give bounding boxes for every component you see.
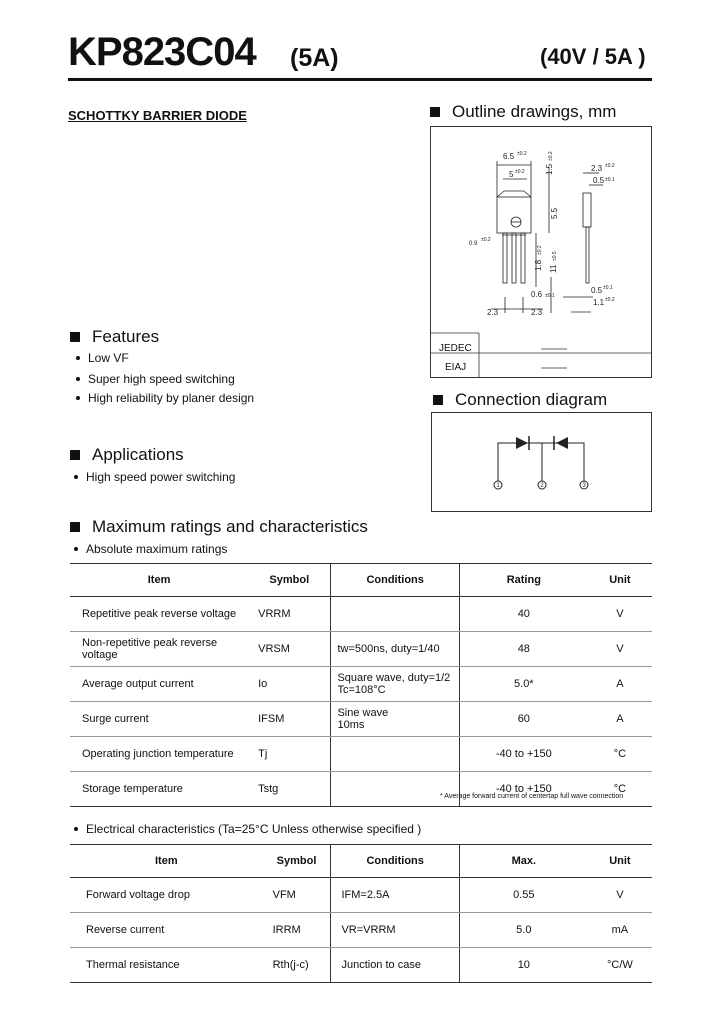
header-unit: Unit [588,564,652,597]
dim-label: 11 [549,264,558,273]
spec-summary: (40V / 5A ) [540,44,646,69]
electrical-subtitle: Electrical characteristics (Ta=25°C Unless otherwise specified ) [74,822,421,836]
ratings-footnote: * Average forward current of centertap full wave connection [440,793,624,800]
header-item: Item [70,564,248,597]
table-row: Reverse current IRRM VR=VRRM 5.0 mA [70,913,652,948]
connection-diagram [432,413,651,511]
ratings-heading [70,517,368,537]
header-unit: Unit [588,845,652,878]
dim-label: 6.5 [503,152,515,161]
square-bullet-icon [430,107,440,117]
bullet-dot-icon [76,377,80,381]
outline-title: Outline drawings, mm [452,102,617,121]
dim-tolerance: ±0.2 [515,169,525,175]
square-bullet-icon [433,395,443,405]
dim-tolerance: ±0.1 [605,177,615,183]
eiaj-label: EIAJ [445,362,467,373]
connection-heading [433,390,607,410]
header-conditions: Conditions [331,564,459,597]
title-rule [68,78,652,81]
part-number: KP823C04 [68,30,256,74]
applications-title: Applications [92,445,184,464]
dim-label: 2.3 [591,164,603,173]
dim-tolerance: ±0.5 [552,251,558,261]
side-view-tab [583,193,591,227]
dim-label: 1.5 [545,163,554,175]
dim-label: 0.6 [531,290,543,299]
header-symbol: Symbol [263,845,331,878]
dim-tolerance: ±0.2 [481,237,491,243]
table-row: Thermal resistance Rth(j-c) Junction to case 10 °C/W [70,948,652,983]
square-bullet-icon [70,450,80,460]
dim-tolerance: ±0.1 [545,293,555,299]
side-view-lead [586,227,589,283]
table-row: Non-repetitive peak reverse voltage VRSM tw=500ns, duty=1/40 48 V [70,632,652,667]
package-outline-drawing [431,127,651,377]
pin-label: 2 [540,483,544,489]
features-title: Features [92,327,160,346]
header-conditions: Conditions [331,845,459,878]
dim-tolerance: ±0.2 [517,151,527,157]
table-row: Operating junction temperature Tj -40 to +150 °C [70,737,652,772]
dim-tolerance: ±0.2 [605,297,615,303]
application-item: High speed power switching [74,470,235,484]
feature-item: Low VF [76,351,129,365]
header-max: Max. [459,845,587,878]
square-bullet-icon [70,522,80,532]
lead-3 [521,233,525,283]
table-row: Surge current IFSM Sine wave 10ms 60 A [70,702,652,737]
jedec-label: JEDEC [439,343,472,354]
square-bullet-icon [70,332,80,342]
pin-label: 1 [496,483,500,489]
pin-label: 3 [582,483,586,489]
absolute-max-ratings-table [70,563,652,807]
lead-1 [503,233,507,283]
bullet-dot-icon [76,356,80,360]
package-body [497,197,531,233]
feature-item: Super high speed switching [76,372,235,386]
dim-label: 0.9 [469,241,478,247]
header-rating: Rating [459,564,587,597]
dim-tolerance: ±0.2 [605,163,615,169]
ratings-title: Maximum ratings and characteristics [92,517,368,536]
header-symbol: Symbol [248,564,331,597]
dim-label: 2.3 [487,308,499,317]
features-heading [70,327,159,347]
current-rating: (5A) [290,44,339,72]
bullet-dot-icon [76,396,80,400]
dim-label: 1.1 [593,298,605,307]
outline-heading [430,102,616,122]
dim-label: 5 [509,170,514,179]
dim-label: 2.3 [531,308,543,317]
dim-label: 0.5 [593,176,605,185]
dim-tolerance: ±0.1 [603,285,613,291]
dim-label: 1.8 [534,259,543,271]
dim-label: 0.5 [591,286,603,295]
ratings-subtitle: Absolute maximum ratings [74,542,227,556]
lead-2 [512,233,516,283]
outline-drawing-box [430,126,652,378]
bullet-dot-icon [74,475,78,479]
connection-diagram-box [431,412,652,512]
header-item: Item [70,845,263,878]
connection-title: Connection diagram [455,390,608,409]
diode-anode-icon [516,437,528,449]
table-row: Storage temperature Tstg -40 to +150 °C [70,772,652,807]
table-header-row [70,564,652,597]
bullet-dot-icon [74,827,78,831]
bullet-dot-icon [74,547,78,551]
table-row: Forward voltage drop VFM IFM=2.5A 0.55 V [70,878,652,913]
feature-item: High reliability by planer design [76,391,254,405]
dim-tolerance: ±0.2 [548,151,554,161]
dim-tolerance: ±0.2 [537,245,543,255]
device-type: SCHOTTKY BARRIER DIODE [68,108,247,123]
table-row: Average output current Io Square wave, duty=1/2 Tc=108°C 5.0* A [70,667,652,702]
table-row: Repetitive peak reverse voltage VRRM 40 V [70,597,652,632]
diode-cathode-icon [556,437,568,449]
table-header-row [70,845,652,878]
applications-heading [70,445,184,465]
electrical-characteristics-table [70,844,652,983]
dim-label: 5.5 [550,207,559,219]
